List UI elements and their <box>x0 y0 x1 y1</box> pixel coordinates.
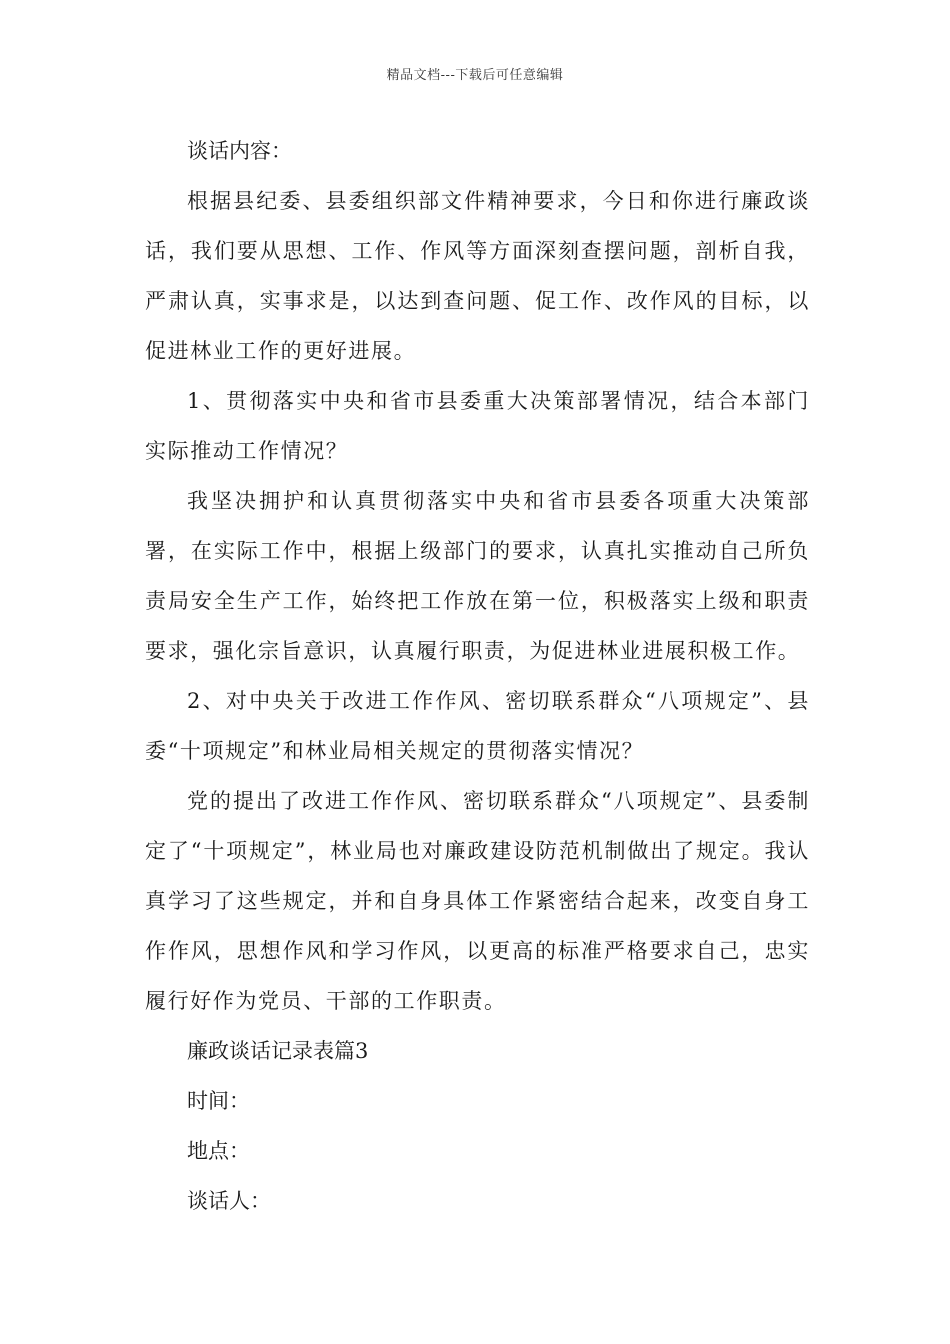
field-location: 地点： <box>187 1139 250 1163</box>
page-header: 精品文档---下载后可任意编辑 <box>386 68 564 83</box>
document-body <box>145 126 810 1226</box>
answer-1: 我坚决拥护和认真贯彻落实中央和省市县委各项重大决策部署，在实际工作中，根据上级部门的要求，认真扎实推动自己所负责局安全生产工作，始终把工作放在第一位，积极落实上级和职责要求，强化宗旨意识，认真履行职责，为促进林业进展积极工作。 <box>145 489 810 663</box>
question-1: 1、贯彻落实中央和省市县委重大决策部署情况，结合本部门实际推动工作情况？ <box>145 389 810 463</box>
field-speaker: 谈话人： <box>187 1189 271 1213</box>
field-time: 时间： <box>187 1089 250 1113</box>
record-table-title: 廉政谈话记录表篇3 <box>187 1039 369 1063</box>
intro-paragraph: 根据县纪委、县委组织部文件精神要求，今日和你进行廉政谈话，我们要从思想、工作、作风等方面深刻查摆问题，剖析自我，严肃认真，实事求是，以达到查问题、促工作、改作风的目标，以促进林业工作的更好进展。 <box>145 189 810 363</box>
section-label-content: 谈话内容： <box>187 139 292 163</box>
question-2: 2、对中央关于改进工作作风、密切联系群众“八项规定”、县委“十项规定”和林业局相关规定的贯彻落实情况？ <box>145 689 810 763</box>
answer-2: 党的提出了改进工作作风、密切联系群众“八项规定”、县委制定了“十项规定”，林业局也对廉政建设防范机制做出了规定。我认真学习了这些规定，并和自身具体工作紧密结合起来，改变自身工作作风，思想作风和学习作风，以更高的标准严格要求自己，忠实履行好作为党员、干部的工作职责。 <box>145 789 810 1013</box>
